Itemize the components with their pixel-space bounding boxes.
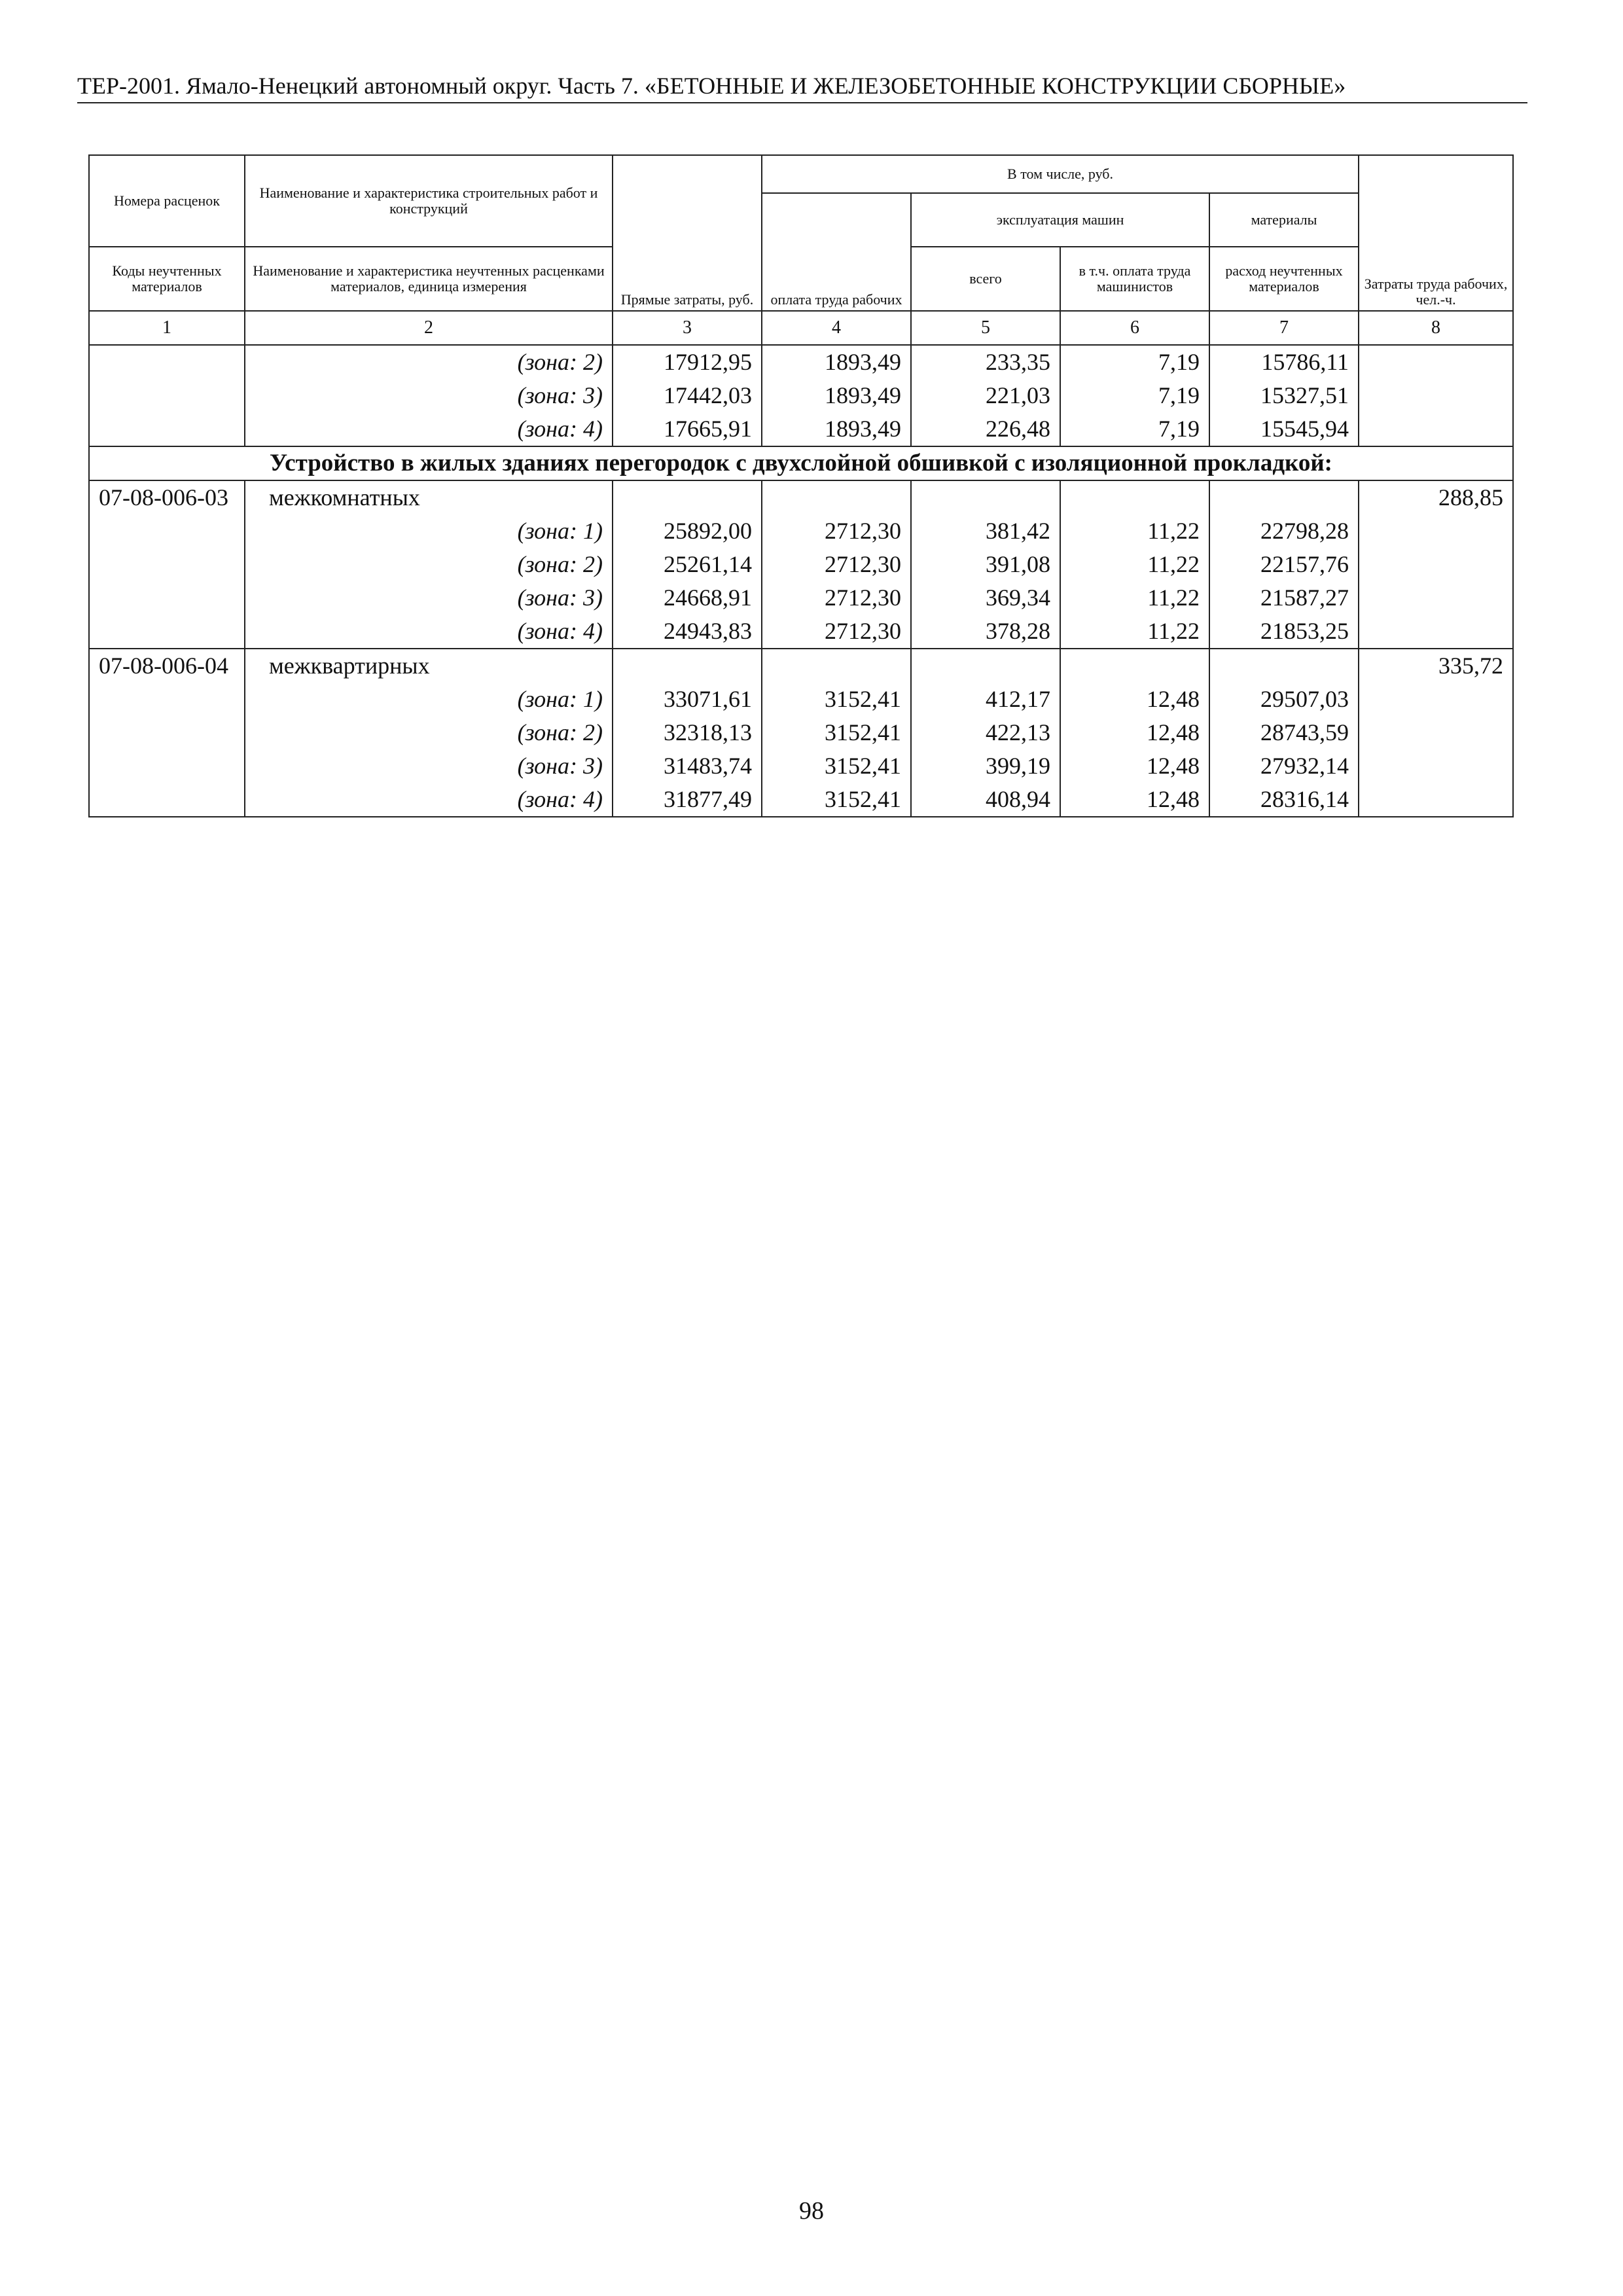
column-number: 6 — [1060, 311, 1209, 345]
header-wages: оплата труда рабочих — [762, 193, 911, 311]
direct-costs-value: 24668,91 — [613, 581, 762, 615]
zone-label: (зона: 3) — [245, 749, 613, 783]
materials-value: 22798,28 — [1209, 514, 1359, 548]
operator-wages-value: 12,48 — [1060, 683, 1209, 716]
direct-costs-value: 17665,91 — [613, 412, 762, 446]
wages-value: 1893,49 — [762, 345, 911, 379]
operator-wages-value: 11,22 — [1060, 548, 1209, 581]
zone-label: (зона: 3) — [245, 379, 613, 412]
table-row — [89, 379, 1513, 412]
operator-wages-value: 12,48 — [1060, 783, 1209, 817]
operator-wages-value: 12,48 — [1060, 749, 1209, 783]
operator-wages-value: 7,19 — [1060, 345, 1209, 379]
column-number: 2 — [245, 311, 613, 345]
wages-value: 2712,30 — [762, 615, 911, 649]
machine-total-value: 381,42 — [911, 514, 1060, 548]
header-total: всего — [911, 247, 1060, 311]
zone-label: (зона: 1) — [245, 683, 613, 716]
rate-code: 07-08-006-03 — [89, 480, 245, 514]
wages-value: 3152,41 — [762, 716, 911, 749]
header-unaccounted-materials: расход неучтенных материалов — [1209, 247, 1359, 311]
zone-label: (зона: 2) — [245, 345, 613, 379]
wages-value: 1893,49 — [762, 412, 911, 446]
wages-value: 2712,30 — [762, 514, 911, 548]
direct-costs-value: 17912,95 — [613, 345, 762, 379]
operator-wages-value: 11,22 — [1060, 514, 1209, 548]
materials-value: 29507,03 — [1209, 683, 1359, 716]
operator-wages-value: 12,48 — [1060, 716, 1209, 749]
column-number: 5 — [911, 311, 1060, 345]
header-materials: материалы — [1209, 193, 1359, 247]
machine-total-value: 226,48 — [911, 412, 1060, 446]
table-row — [89, 615, 1513, 649]
materials-value: 21853,25 — [1209, 615, 1359, 649]
table-row — [89, 480, 1513, 514]
direct-costs-value: 31877,49 — [613, 783, 762, 817]
page-header-title: ТЕР-2001. Ямало-Ненецкий автономный округ. Часть 7. «БЕТОННЫЕ И ЖЕЛЕЗОБЕТОННЫЕ КОНСТРУКЦИИ СБОРНЫЕ» — [77, 69, 1527, 103]
header-direct-costs: Прямые затраты, руб. — [613, 155, 762, 311]
operator-wages-value: 7,19 — [1060, 412, 1209, 446]
page-number: 98 — [799, 2197, 824, 2225]
wages-value: 2712,30 — [762, 581, 911, 615]
column-number: 3 — [613, 311, 762, 345]
materials-value: 28743,59 — [1209, 716, 1359, 749]
table-row — [89, 412, 1513, 446]
materials-value: 21587,27 — [1209, 581, 1359, 615]
table-row — [89, 581, 1513, 615]
column-number: 8 — [1359, 311, 1513, 345]
zone-label: (зона: 1) — [245, 514, 613, 548]
wages-value: 1893,49 — [762, 379, 911, 412]
materials-value: 28316,14 — [1209, 783, 1359, 817]
rates-table — [88, 154, 1514, 817]
header-incl-operator-wages: в т.ч. оплата труда машинистов — [1060, 247, 1209, 311]
wages-value: 3152,41 — [762, 783, 911, 817]
zone-label: (зона: 2) — [245, 716, 613, 749]
table-row — [89, 514, 1513, 548]
table-row — [89, 716, 1513, 749]
zone-label: (зона: 4) — [245, 783, 613, 817]
table-row — [89, 345, 1513, 379]
machine-total-value: 391,08 — [911, 548, 1060, 581]
wages-value: 3152,41 — [762, 683, 911, 716]
machine-total-value: 378,28 — [911, 615, 1060, 649]
table-row — [89, 548, 1513, 581]
materials-value: 15545,94 — [1209, 412, 1359, 446]
header-labor-costs: Затраты труда рабочих, чел.-ч. — [1359, 155, 1513, 311]
header-rate-numbers: Номера расценок — [89, 155, 245, 247]
direct-costs-value: 25261,14 — [613, 548, 762, 581]
direct-costs-value: 17442,03 — [613, 379, 762, 412]
section-title: Устройство в жилых зданиях перегородок с двухслойной обшивкой с изоляционной прокладкой: — [89, 446, 1513, 480]
rate-code: 07-08-006-04 — [89, 649, 245, 683]
direct-costs-value: 31483,74 — [613, 749, 762, 783]
direct-costs-value: 33071,61 — [613, 683, 762, 716]
zone-label: (зона: 3) — [245, 581, 613, 615]
materials-value: 27932,14 — [1209, 749, 1359, 783]
direct-costs-value: 24943,83 — [613, 615, 762, 649]
direct-costs-value: 32318,13 — [613, 716, 762, 749]
header-including: В том числе, руб. — [762, 155, 1359, 193]
machine-total-value: 412,17 — [911, 683, 1060, 716]
header-work-name: Наименование и характеристика строительных работ и конструкций — [245, 155, 613, 247]
table-row — [89, 683, 1513, 716]
zone-label: (зона: 2) — [245, 548, 613, 581]
operator-wages-value: 11,22 — [1060, 615, 1209, 649]
wages-value: 2712,30 — [762, 548, 911, 581]
labor-costs-value: 288,85 — [1359, 480, 1513, 514]
operator-wages-value: 7,19 — [1060, 379, 1209, 412]
materials-value: 15786,11 — [1209, 345, 1359, 379]
header-machine-operation: эксплуатация машин — [911, 193, 1209, 247]
table-row — [89, 749, 1513, 783]
wages-value: 3152,41 — [762, 749, 911, 783]
table-row — [89, 783, 1513, 817]
zone-label: (зона: 4) — [245, 412, 613, 446]
direct-costs-value: 25892,00 — [613, 514, 762, 548]
rate-name: межквартирных — [245, 649, 613, 683]
table-row — [89, 649, 1513, 683]
column-number: 7 — [1209, 311, 1359, 345]
materials-value: 22157,76 — [1209, 548, 1359, 581]
header-material-names: Наименование и характеристика неучтенных расценками материалов, единица измерения — [245, 247, 613, 311]
machine-total-value: 369,34 — [911, 581, 1060, 615]
rate-name: межкомнатных — [245, 480, 613, 514]
machine-total-value: 399,19 — [911, 749, 1060, 783]
column-number: 1 — [89, 311, 245, 345]
header-material-codes: Коды неучтенных материалов — [89, 247, 245, 311]
machine-total-value: 221,03 — [911, 379, 1060, 412]
machine-total-value: 422,13 — [911, 716, 1060, 749]
materials-value: 15327,51 — [1209, 379, 1359, 412]
column-number: 4 — [762, 311, 911, 345]
machine-total-value: 408,94 — [911, 783, 1060, 817]
operator-wages-value: 11,22 — [1060, 581, 1209, 615]
zone-label: (зона: 4) — [245, 615, 613, 649]
labor-costs-value: 335,72 — [1359, 649, 1513, 683]
machine-total-value: 233,35 — [911, 345, 1060, 379]
